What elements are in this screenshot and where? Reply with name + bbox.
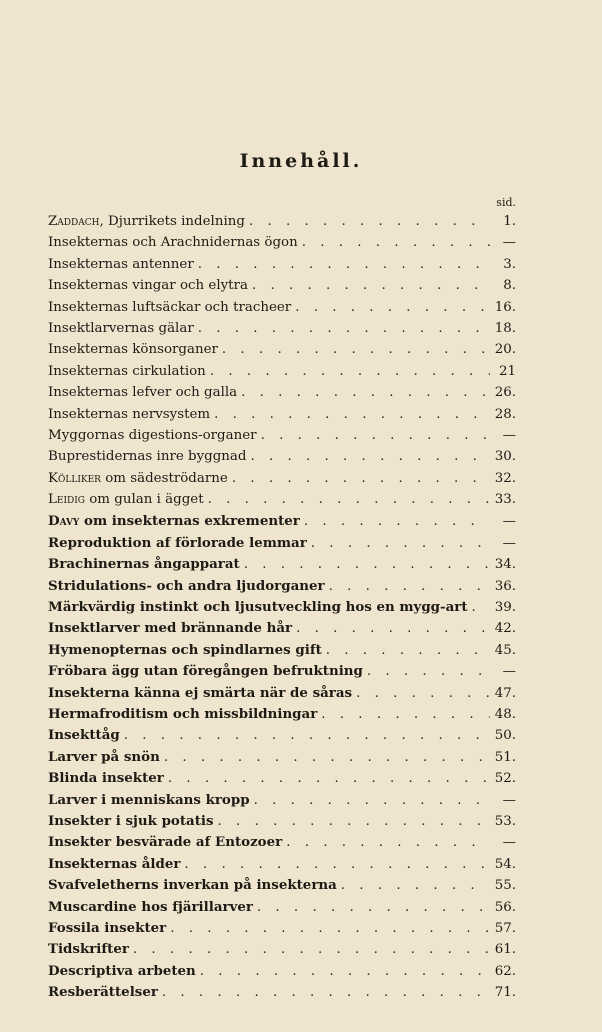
toc-entry-text: Insekternas vingar och elytra [48, 278, 248, 294]
toc-entry-page: 1. [503, 214, 516, 229]
toc-entry [48, 963, 516, 984]
page-column-label: sid. [496, 196, 516, 209]
toc-entry [48, 385, 516, 406]
toc-entry-page: 21 [498, 363, 516, 379]
dot-leader [468, 600, 490, 615]
toc-entry-title [48, 663, 363, 679]
dot-leader [196, 964, 490, 979]
toc-entry-title [48, 578, 325, 594]
toc-entry-page: 47. [494, 685, 516, 701]
toc-entry-text: Larver på snön [48, 748, 160, 765]
toc-entry-page: 39. [494, 600, 516, 616]
toc-entry-text: Insektlarvernas gälar [48, 320, 194, 336]
toc-entry-page: — [502, 792, 516, 808]
toc-entry-page: 56. [494, 899, 516, 915]
toc-entry-title [48, 749, 160, 765]
toc-entry-author: Kölliker [48, 470, 101, 486]
toc-entry [48, 278, 516, 299]
toc-entry-title [48, 642, 322, 658]
toc-entry-text: Insekternas luftsäckar och tracheer [48, 299, 292, 315]
toc-entry-title [48, 856, 180, 872]
toc-entry [48, 364, 516, 385]
toc-entry [48, 663, 516, 684]
toc-entry-title [48, 706, 317, 722]
toc-entry-text: Insekter besvärade af Entozoer [48, 834, 283, 851]
toc-entry [48, 428, 516, 449]
dot-leader [352, 686, 490, 701]
toc-entry-page: 52. [494, 771, 516, 787]
toc-entry-page: 26. [494, 385, 516, 401]
toc-entry-page: 16. [494, 299, 516, 315]
dot-leader [129, 942, 490, 957]
toc-entry-text: Tidskrifter [48, 941, 129, 958]
toc-entry-text: Insekternas lefver och galla [48, 385, 238, 401]
toc-entry-text: Insekternas och Arachnidernas ögon [48, 235, 298, 251]
toc-entry [48, 492, 516, 513]
toc-entry-title [48, 963, 196, 979]
toc-entry [48, 685, 516, 706]
toc-entry-text: Insekttåg [48, 727, 120, 744]
toc-entry-page: — [502, 235, 516, 251]
toc-entry-title [48, 556, 240, 572]
toc-entry-title [48, 321, 194, 336]
toc-entry [48, 877, 516, 898]
toc-entry-title [48, 257, 194, 272]
dot-leader [160, 750, 490, 765]
toc-entry-text: Descriptiva arbeten [48, 962, 196, 979]
toc-entry-title [48, 535, 307, 551]
toc-entry-page: — [502, 835, 516, 851]
toc-entry [48, 770, 516, 791]
toc-entry-page: 51. [494, 749, 516, 765]
toc-entry-text: Fossila insekter [48, 919, 167, 936]
toc-entry-title [48, 920, 166, 936]
dot-leader [180, 857, 490, 872]
toc-entry-page: 34. [494, 557, 516, 573]
toc-entry-page: 42. [494, 621, 516, 637]
dot-leader [248, 278, 490, 293]
toc-entry [48, 214, 516, 235]
toc-entry-page: 28. [494, 406, 516, 422]
toc-entry [48, 535, 516, 556]
toc-entry [48, 300, 516, 321]
toc-entry [48, 407, 516, 428]
toc-entry [48, 620, 516, 641]
toc-entry-page: 36. [494, 578, 516, 594]
dot-leader [194, 257, 490, 272]
toc-entry-title [48, 385, 237, 400]
toc-entry [48, 321, 516, 342]
dot-leader [237, 385, 490, 400]
toc-entry [48, 749, 516, 770]
toc-entry-text: Insekternas ålder [48, 855, 181, 872]
toc-entry [48, 941, 516, 962]
toc-entry-text: Reproduktion af förlorade lemmar [48, 534, 307, 551]
dot-leader [250, 793, 490, 808]
toc-entry [48, 899, 516, 920]
toc-entry-text: Hermafroditism och missbildningar [48, 705, 318, 722]
toc-entry-title [48, 984, 158, 1000]
toc-entry-page: 30. [494, 449, 516, 465]
dot-leader [206, 364, 490, 379]
dot-leader [158, 985, 490, 1000]
toc-entry [48, 556, 516, 577]
toc-entry-title [48, 471, 228, 486]
toc-entry-page: 3. [503, 256, 516, 272]
dot-leader [298, 235, 490, 250]
toc-entry [48, 984, 516, 1005]
toc-entry-text: om insekternas exkrementer [79, 513, 300, 530]
toc-entry-title [48, 599, 468, 615]
dot-leader [291, 300, 490, 315]
toc-entry-text: om sädeströdarne [100, 470, 228, 486]
toc-entry-title [48, 407, 210, 422]
toc-entry-author: Leidig [48, 492, 85, 508]
toc-entry-page: 8. [503, 278, 516, 294]
toc-entry [48, 513, 516, 534]
dot-leader [322, 643, 490, 658]
toc-entry-page: 50. [494, 728, 516, 744]
dot-leader [337, 878, 490, 893]
toc-entry [48, 235, 516, 256]
toc-entry-text: Stridulations- och andra ljudorganer [48, 577, 325, 594]
dot-leader [307, 536, 490, 551]
page-title: Innehåll. [239, 150, 363, 172]
toc-entry-page: 33. [494, 492, 516, 508]
toc-entry-page: — [502, 664, 516, 680]
toc-entry-text: Djurrikets indelning [103, 214, 245, 229]
toc-entry-page: 61. [494, 942, 516, 958]
toc-entry-page: 54. [494, 856, 516, 872]
toc-entry [48, 727, 516, 748]
toc-entry-text: Insekternas cirkulation [48, 363, 206, 379]
dot-leader [214, 814, 490, 829]
dot-leader [363, 664, 490, 679]
toc-entry-title [48, 364, 206, 379]
toc-entry-title [48, 899, 253, 915]
toc-entry-text: Insekternas könsorganer [48, 342, 218, 358]
toc-entry [48, 834, 516, 855]
toc-entry-page: 32. [494, 470, 516, 486]
toc-entry-page: 55. [494, 878, 516, 894]
toc-entry-text: Märkvärdig instinkt och ljusutveckling hos en mygg-art [48, 599, 468, 616]
toc-entry-text: Fröbara ägg utan föregången befruktning [48, 663, 363, 680]
toc-entry-page: 71. [494, 985, 516, 1001]
toc-entry-page: — [502, 514, 516, 530]
toc-entry [48, 813, 516, 834]
toc-entry-page: — [502, 427, 516, 443]
dot-leader [317, 707, 490, 722]
toc-entry [48, 920, 516, 941]
dot-leader [257, 428, 490, 443]
dot-leader [300, 514, 490, 529]
toc-entry-author: Davy [48, 513, 80, 530]
toc-entry [48, 342, 516, 363]
table-of-contents [48, 214, 516, 1005]
toc-entry-title [48, 278, 248, 293]
toc-entry-text: Insekternas nervsystem [48, 406, 211, 422]
toc-entry-title [48, 792, 250, 808]
toc-entry-text: Resberättelser [48, 984, 158, 1001]
toc-entry-title [48, 492, 204, 507]
dot-leader [246, 449, 490, 464]
toc-entry [48, 257, 516, 278]
toc-entry-title [48, 813, 214, 829]
toc-entry-title [48, 342, 218, 357]
toc-entry-text: Svafveletherns inverkan på insekterna [48, 877, 337, 894]
dot-leader [164, 771, 490, 786]
toc-entry-page: — [502, 535, 516, 551]
toc-entry-title [48, 877, 337, 893]
dot-leader [218, 342, 490, 357]
toc-entry-text: Insekterna känna ej smärta när de såras [48, 684, 353, 701]
toc-entry-text: Insekternas antenner [48, 256, 194, 272]
toc-entry [48, 471, 516, 492]
toc-entry-title [48, 235, 298, 250]
toc-entry-page: 45. [494, 642, 516, 658]
toc-entry-text: Myggornas digestions-organer [48, 427, 257, 443]
toc-entry-page: 20. [494, 342, 516, 358]
toc-entry-text: Buprestidernas inre byggnad [48, 449, 247, 465]
toc-entry-title [48, 428, 257, 443]
toc-entry-text: om gulan i ägget [84, 492, 204, 508]
dot-leader [194, 321, 490, 336]
toc-entry-text: Insektlarver med brännande hår [48, 620, 293, 637]
toc-entry-text: Blinda insekter [48, 770, 164, 787]
toc-entry-title [48, 834, 282, 850]
dot-leader [204, 492, 490, 507]
toc-entry-text: Muscardine hos fjärillarver [48, 898, 253, 915]
toc-entry-page: 62. [494, 963, 516, 979]
dot-leader [210, 407, 490, 422]
toc-entry-text: Insekter i sjuk potatis [48, 812, 214, 829]
toc-entry-text: Brachinernas ångapparat [48, 556, 240, 573]
toc-entry-title [48, 941, 129, 957]
toc-entry [48, 578, 516, 599]
toc-entry-title [48, 727, 120, 743]
dot-leader [240, 557, 490, 572]
dot-leader [253, 900, 490, 915]
toc-entry [48, 599, 516, 620]
toc-entry-title [48, 513, 300, 529]
toc-entry [48, 449, 516, 470]
toc-entry-title [48, 770, 164, 786]
toc-entry-page: 57. [494, 920, 516, 936]
toc-entry-title [48, 214, 245, 229]
toc-entry [48, 792, 516, 813]
toc-entry-title [48, 449, 246, 464]
toc-entry [48, 856, 516, 877]
toc-entry-author: Zaddach, [48, 214, 104, 229]
toc-entry [48, 706, 516, 727]
dot-leader [120, 728, 490, 743]
dot-leader [292, 621, 490, 636]
dot-leader [166, 921, 490, 936]
toc-entry-title [48, 620, 292, 636]
toc-entry-page: 48. [494, 706, 516, 722]
dot-leader [325, 579, 490, 594]
toc-entry-page: 53. [494, 813, 516, 829]
toc-entry-text: Larver i menniskans kropp [48, 791, 250, 808]
toc-entry [48, 642, 516, 663]
toc-entry-title [48, 685, 352, 701]
toc-entry-text: Hymenopternas och spindlarnes gift [48, 641, 322, 658]
toc-entry-page: 18. [494, 320, 516, 336]
dot-leader [245, 214, 490, 229]
toc-entry-title [48, 300, 291, 315]
dot-leader [228, 471, 490, 486]
dot-leader [282, 835, 490, 850]
